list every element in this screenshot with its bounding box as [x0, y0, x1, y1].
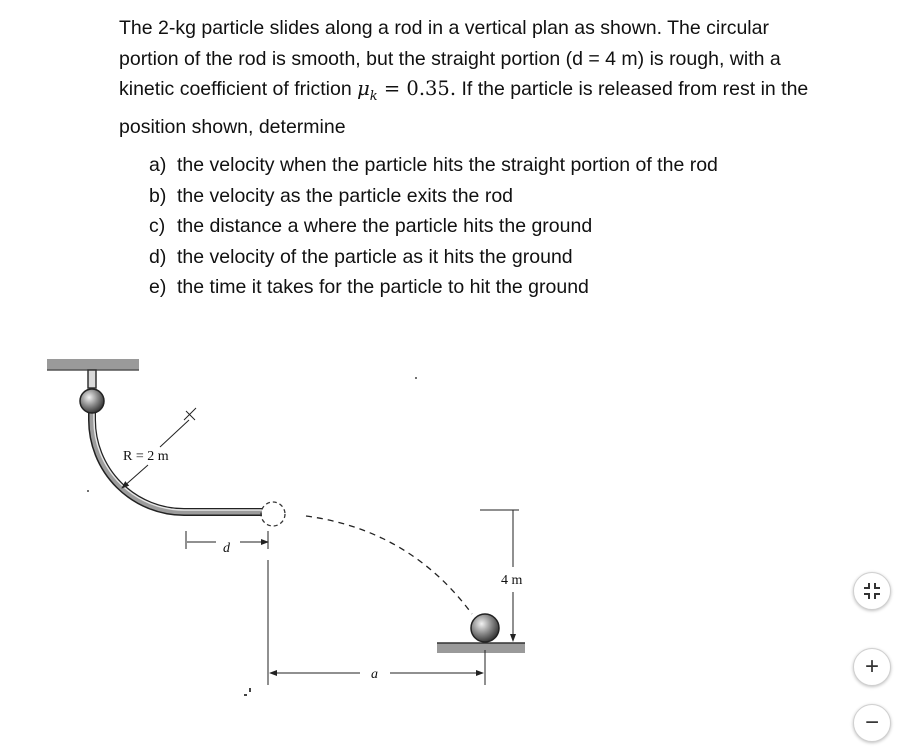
part-label: a): [149, 154, 167, 176]
part-label: e): [149, 276, 167, 298]
height-label: 4 m: [501, 573, 523, 588]
radius-label: R = 2 m: [123, 449, 169, 464]
problem-line-3: [119, 74, 899, 112]
mu-letter: μ: [357, 77, 370, 100]
scan-artifacts: [87, 377, 417, 696]
trajectory: [306, 516, 472, 614]
question-part-a: [149, 150, 718, 181]
particle-start: [80, 389, 104, 413]
rod: [92, 400, 262, 512]
problem-line-4: position shown, determine: [119, 116, 346, 139]
problem-line-1: The 2-kg particle slides along a rod in a vertical plan as shown. The circular: [119, 17, 769, 39]
part-label: d): [149, 245, 167, 268]
problem-line-2: portion of the rod is smooth, but the straight portion (d = 4 m) is rough, with a: [119, 47, 781, 70]
fit-to-screen-icon: [863, 582, 881, 600]
radius-indicator: [122, 408, 196, 488]
mu-value: = 0.35.: [377, 77, 457, 100]
question-part-e: [149, 272, 718, 303]
particle-exit-ghost: [261, 502, 285, 526]
particle-landed: [471, 614, 499, 642]
a-label: a: [371, 667, 378, 682]
problem-figure: [0, 340, 919, 756]
part-text: the time it takes for the particle to hit the ground: [177, 276, 589, 298]
part-text: the distance a where the particle hits the ground: [177, 215, 593, 237]
part-label: b): [149, 184, 167, 207]
mu-subscript: k: [369, 88, 378, 104]
problem-statement: [119, 13, 899, 143]
part-label: c): [149, 215, 166, 237]
ceiling-support: [47, 359, 139, 388]
part-text: the velocity when the particle hits the straight portion of the rod: [177, 154, 718, 176]
line-3-post: If the particle is released from rest in the: [456, 78, 809, 100]
ground-landing: [437, 643, 525, 653]
zoom-in-button[interactable]: [853, 648, 891, 686]
zoom-out-button[interactable]: [853, 704, 891, 742]
part-text: the velocity of the particle as it hits the ground: [177, 245, 573, 268]
mu-symbol: [357, 77, 378, 104]
minus-icon: −: [864, 709, 879, 736]
fit-to-screen-button[interactable]: [853, 572, 891, 610]
plus-icon: +: [864, 653, 879, 680]
part-text: the velocity as the particle exits the rod: [177, 184, 514, 207]
figure-svg: [0, 340, 919, 756]
question-part-b: [149, 181, 718, 212]
question-part-d: [149, 242, 718, 273]
line-3-pre: kinetic coefficient of friction: [119, 78, 358, 100]
question-parts: [149, 150, 718, 303]
question-part-c: [149, 211, 718, 242]
d-label: d: [223, 541, 230, 556]
